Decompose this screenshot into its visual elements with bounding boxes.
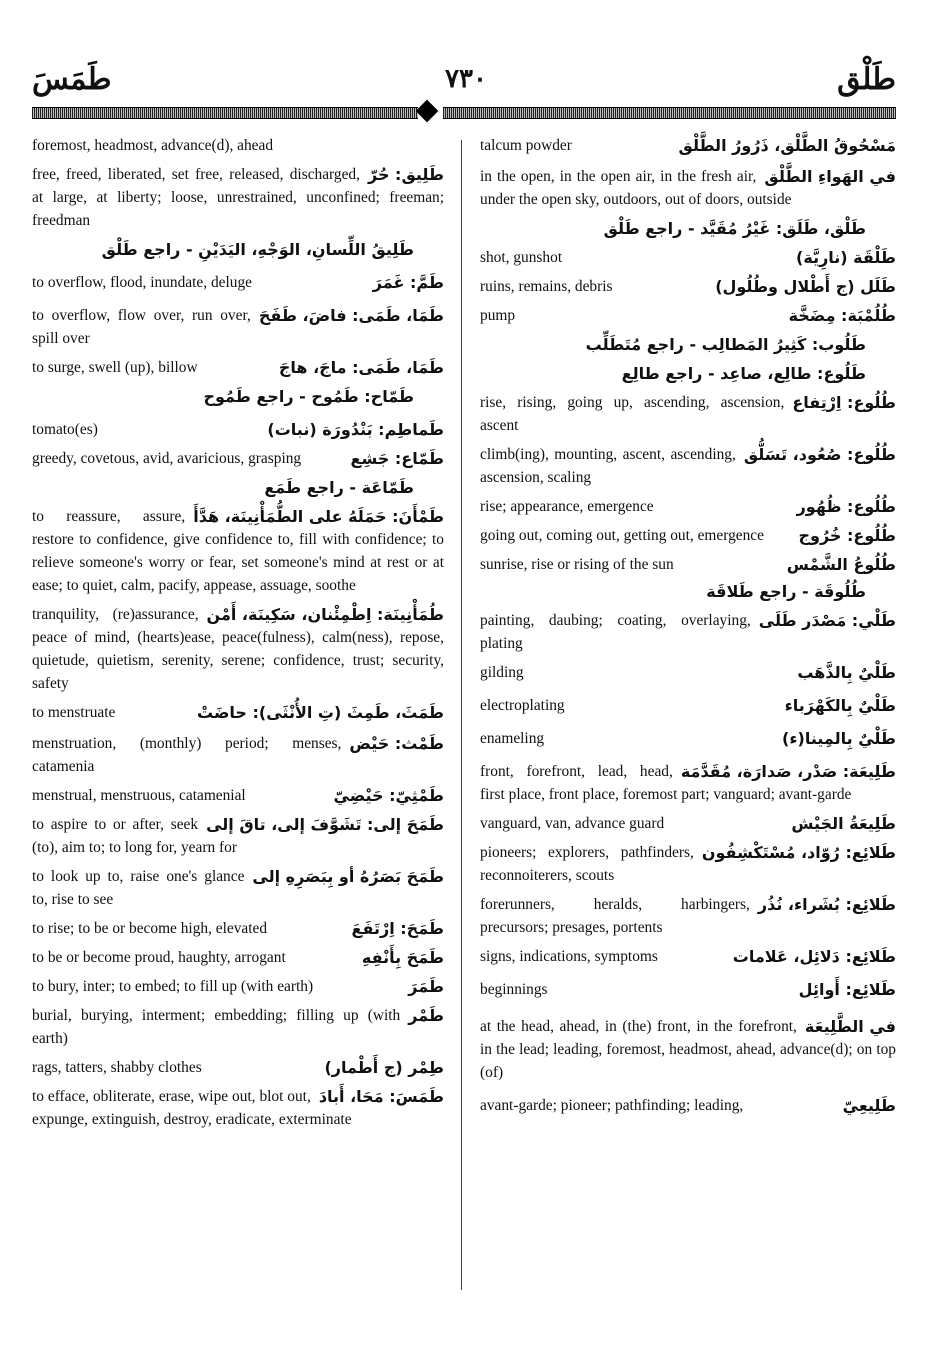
- english-definition: pump: [480, 307, 516, 324]
- english-definition: to overflow, flow over, run over, spill over: [32, 307, 251, 347]
- arabic-headword: طَلْقَة (نارِيَّة): [796, 248, 896, 267]
- dictionary-entry: [480, 217, 896, 240]
- dictionary-entry: [480, 580, 896, 603]
- arabic-headword: طُلُوع: ظُهُور: [796, 497, 896, 516]
- dictionary-entry: [480, 694, 896, 717]
- dictionary-entry: [32, 505, 444, 597]
- english-definition: at the head, ahead, in (the) front, in the forefront, in the lead; leading, foremost, headmost, ahead, advance(d); on top (of): [480, 1018, 896, 1081]
- arabic-headword: طَلُوع: طالِع، صاعِد - راجع طالِع: [621, 364, 866, 383]
- english-definition: talcum powder: [480, 137, 572, 154]
- arabic-headword: طَلائِع: بُشَراء، نُذُر: [757, 895, 896, 914]
- english-definition: forerunners, heralds, harbingers, precursors; presages, portents: [480, 896, 750, 936]
- dictionary-entry: [32, 946, 444, 969]
- arabic-headword: طَلَل (ج أَطْلال وطُلُول): [715, 277, 896, 296]
- english-definition: to efface, obliterate, erase, wipe out, blot out, expunge, extinguish, destroy, eradicate, exterminate: [32, 1088, 352, 1128]
- arabic-headword: طُمَأْنِينَة: اِطْمِئْنان، سَكِينَة، أَمْن: [206, 605, 444, 624]
- arabic-headword: طَلائِع: دَلائِل، عَلامات: [732, 947, 896, 966]
- english-definition: to reassure, assure, restore to confidence, give confidence to, fill with confidence; to relieve someone's worry or fear, set someone's mind at rest or at ease; to quiet, calm, pacify, appease, assuage, soothe: [32, 508, 444, 594]
- english-definition: to menstruate: [32, 704, 116, 721]
- dictionary-entry: [480, 304, 896, 327]
- english-definition: to bury, inter; to embed; to fill up (with earth): [32, 978, 314, 995]
- dictionary-entry: [480, 893, 896, 939]
- arabic-headword: طَماطِم: بَنْدُورَة (نبات): [267, 420, 444, 439]
- dictionary-entry: [480, 524, 896, 547]
- header-diamond-ornament: [416, 100, 439, 123]
- arabic-headword: طَمَرَ: [408, 977, 444, 996]
- english-definition: signs, indications, symptoms: [480, 948, 658, 965]
- dictionary-entry: [480, 246, 896, 269]
- arabic-headword: طَمّاح: طَمُوح - راجع طَمُوح: [203, 387, 414, 406]
- arabic-headword: طَمْر: [408, 1006, 444, 1025]
- arabic-headword: طَلِيعَة: صَدْر، صَدارَة، مُقَدَّمَة: [680, 762, 896, 781]
- arabic-headword: طَمَحَ بَصَرُهُ أو بِبَصَرِهِ إلى: [252, 867, 444, 886]
- dictionary-entry: [32, 238, 444, 261]
- dictionary-entry: [32, 418, 444, 441]
- dictionary-entry: [32, 271, 444, 294]
- english-definition: to look up to, raise one's glance to, rise to see: [32, 868, 245, 908]
- dictionary-entry: [32, 163, 444, 232]
- dictionary-entry: [480, 841, 896, 887]
- dictionary-entry: [32, 1004, 444, 1050]
- arabic-headword: في الهَواءِ الطَّلْق: [764, 167, 896, 186]
- dictionary-entry: [480, 165, 896, 211]
- left-column: [32, 134, 444, 1131]
- dictionary-entry: [32, 1056, 444, 1079]
- header-rule-left: [32, 107, 418, 119]
- english-definition: sunrise, rise or rising of the sun: [480, 556, 674, 573]
- dictionary-entry: [480, 553, 896, 576]
- english-definition: to rise; to be or become high, elevated: [32, 920, 268, 937]
- english-definition: ruins, remains, debris: [480, 278, 613, 295]
- arabic-headword: مَسْحُوقُ الطَّلْق، ذَرُورُ الطَّلْق: [678, 136, 896, 155]
- dictionary-entry: [480, 945, 896, 968]
- arabic-headword: طُلُوع: خُرُوج: [798, 526, 896, 545]
- english-definition: to overflow, flood, inundate, deluge: [32, 274, 252, 291]
- arabic-headword: طَلِيعِيّ: [842, 1096, 896, 1115]
- dictionary-entry: [480, 391, 896, 437]
- english-definition: electroplating: [480, 697, 565, 714]
- english-definition: free, freed, liberated, set free, released, discharged, at large, at liberty; loose, unrestrained, unconfined; freeman; freedman: [32, 166, 444, 229]
- english-definition: to surge, swell (up), billow: [32, 359, 198, 376]
- header-rule-right: [443, 107, 896, 119]
- arabic-headword: طُلُمْبَة: مِضَخَّة: [788, 306, 896, 325]
- dictionary-entry: [480, 727, 896, 750]
- english-definition: pioneers; explorers, pathfinders, reconnoiterers, scouts: [480, 844, 694, 884]
- dictionary-entry: [480, 978, 896, 1001]
- arabic-headword: طَلِيق: حُرّ: [367, 165, 444, 184]
- english-definition: foremost, headmost, advance(d), ahead: [32, 137, 274, 154]
- english-definition: burial, burying, interment; embedding; filling up (with earth): [32, 1007, 401, 1047]
- dictionary-entry: [32, 385, 444, 408]
- dictionary-entry: [32, 813, 444, 859]
- english-definition: climb(ing), mounting, ascent, ascending, ascension, scaling: [480, 446, 736, 486]
- arabic-headword: طَلْيٌ بِالذَّهَب: [797, 663, 896, 682]
- arabic-headword: طَمَا، طَمَى: ماجَ، هاجَ: [278, 358, 444, 377]
- dictionary-entry: [480, 333, 896, 356]
- arabic-headword: طَلْق، طَلَق: غَيْرُ مُقَيَّد - راجع طَلْق: [603, 219, 866, 238]
- english-definition: shot, gunshot: [480, 249, 563, 266]
- english-definition: rise; appearance, emergence: [480, 498, 654, 515]
- arabic-headword: طَلِيعَةُ الجَيْش: [791, 814, 896, 833]
- dictionary-entry: [480, 443, 896, 489]
- english-definition: menstrual, menstruous, catamenial: [32, 787, 246, 804]
- arabic-headword: طَمْثِيّ: حَيْضِيّ: [333, 786, 444, 805]
- arabic-headword: طَمَثَ، طَمِثَ (تِ الأُنْثَى): حاضَتْ: [197, 703, 444, 722]
- english-definition: going out, coming out, getting out, emergence: [480, 527, 764, 544]
- arabic-headword: طَمَّ: غَمَرَ: [372, 273, 444, 292]
- dictionary-entry: [32, 732, 444, 778]
- english-definition: to be or become proud, haughty, arrogant: [32, 949, 286, 966]
- dictionary-entry: [32, 865, 444, 911]
- arabic-headword: طَلائِع: أَوائِل: [798, 980, 896, 999]
- arabic-headword: طَمّاعَة - راجع طَمَع: [264, 478, 414, 497]
- english-definition: vanguard, van, advance guard: [480, 815, 665, 832]
- arabic-headword: طِمْر (ج أَطْمار): [324, 1058, 444, 1077]
- arabic-headword: طُلُوعُ الشَّمْس: [786, 555, 896, 574]
- arabic-headword: طَمَحَ إلى: تَشَوَّفَ إلى، تاقَ إلى: [206, 815, 444, 834]
- english-definition: beginnings: [480, 981, 548, 998]
- arabic-headword: طَلْيٌ بِالمِينا(ء): [782, 729, 896, 748]
- arabic-headword: طَمْأَنَ: حَمَلَهُ على الطُّمَأْنِينَة، هَدَّأَ: [193, 507, 444, 526]
- dictionary-entry: [32, 447, 444, 470]
- dictionary-entry: [32, 975, 444, 998]
- arabic-headword: طَلْيٌ بِالكَهْرَباء: [784, 696, 896, 715]
- english-definition: tranquility, (re)assurance, peace of mind, (hearts)ease, peace(fulness), calm(ness), repose, quietude, quietism, serenity, serene; confidence, trust; security, safety: [32, 606, 444, 692]
- dictionary-entry: [480, 275, 896, 298]
- dictionary-entry: [480, 495, 896, 518]
- arabic-headword: طَمَحَ: اِرْتَفَعَ: [351, 919, 444, 938]
- dictionary-entry: [32, 356, 444, 379]
- arabic-headword: طَمَا، طَمَى: فاضَ، طَفَحَ: [258, 306, 444, 325]
- arabic-headword: طَمَحَ بِأَنْفِهِ: [361, 948, 444, 967]
- dictionary-entry: [32, 917, 444, 940]
- dictionary-entry: [480, 760, 896, 806]
- english-definition: tomato(es): [32, 421, 98, 438]
- dictionary-entry: [32, 701, 444, 724]
- arabic-headword: في الطَّلِيعَة: [804, 1017, 896, 1036]
- column-divider: [461, 140, 462, 1290]
- dictionary-entry: [32, 1085, 444, 1131]
- english-definition: front, forefront, lead, head, first place, front place, foremost part; vanguard; avant-garde: [480, 763, 852, 803]
- arabic-headword: طُلُوع: اِرْتِفاع: [792, 393, 896, 412]
- dictionary-entry: [480, 134, 896, 157]
- dictionary-entry: [480, 362, 896, 385]
- english-definition: avant-garde; pioneer; pathfinding; leading,: [480, 1097, 744, 1114]
- page-header: [0, 0, 930, 130]
- dictionary-entry: [480, 1094, 896, 1117]
- left-guide-word: طَمَسَ: [32, 62, 112, 97]
- english-definition: greedy, covetous, avid, avaricious, grasping: [32, 450, 302, 467]
- page-number: ٧٣٠: [445, 64, 487, 94]
- arabic-headword: طُلُوقَة - راجع طَلاقَة: [706, 582, 866, 601]
- english-definition: to aspire to or after, seek (to), aim to; to long for, yearn for: [32, 816, 237, 856]
- dictionary-entry: [480, 661, 896, 684]
- dictionary-entry: [32, 134, 444, 157]
- english-definition: gilding: [480, 664, 524, 681]
- english-definition: rise, rising, going up, ascending, ascension, ascent: [480, 394, 785, 434]
- english-definition: menstruation, (monthly) period; menses, catamenia: [32, 735, 342, 775]
- arabic-headword: طَمْث: حَيْض: [349, 734, 444, 753]
- dictionary-entry: [32, 476, 444, 499]
- dictionary-entry: [480, 812, 896, 835]
- dictionary-entry: [32, 784, 444, 807]
- dictionary-entry: [480, 1015, 896, 1084]
- right-column: [480, 134, 896, 1117]
- english-definition: enameling: [480, 730, 545, 747]
- english-definition: in the open, in the open air, in the fresh air, under the open sky, outdoors, out of doors, outside: [480, 168, 792, 208]
- english-definition: rags, tatters, shabby clothes: [32, 1059, 202, 1076]
- dictionary-entry: [480, 609, 896, 655]
- english-definition: painting, daubing; coating, overlaying, plating: [480, 612, 751, 652]
- dictionary-entry: [32, 603, 444, 695]
- arabic-headword: طَلُوب: كَثِيرُ المَطالِب - راجع مُتَطَلِّب: [585, 335, 866, 354]
- arabic-headword: طَلائِع: رُوّاد، مُسْتَكْشِفُون: [701, 843, 896, 862]
- arabic-headword: طُلُوع: صُعُود، تَسَلُّق: [743, 445, 896, 464]
- right-guide-word: طَلْق: [837, 62, 896, 97]
- arabic-headword: طَمَسَ: مَحَا، أَبادَ: [318, 1087, 444, 1106]
- arabic-headword: طَمّاع: جَشِع: [350, 449, 444, 468]
- arabic-headword: طَلْي: مَصْدَر طَلَى: [758, 611, 896, 630]
- dictionary-entry: [32, 304, 444, 350]
- arabic-headword: طَلِيقُ اللِّسانِ، الوَجْهِ، اليَدَيْنِ - راجع طَلْق: [101, 240, 414, 259]
